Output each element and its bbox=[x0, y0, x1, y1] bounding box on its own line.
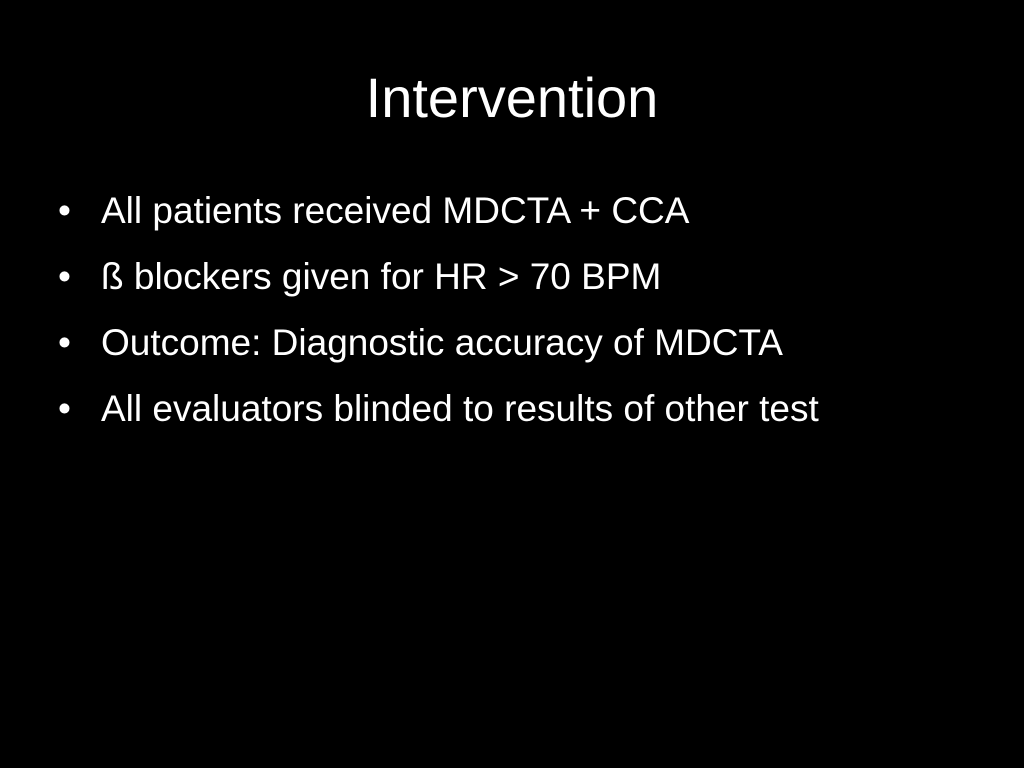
slide-title: Intervention bbox=[365, 66, 659, 129]
bullet-item bbox=[58, 185, 958, 237]
bullet-text: ß blockers given for HR > 70 BPM bbox=[101, 256, 662, 297]
bullet-text: Outcome: Diagnostic accuracy of MDCTA bbox=[101, 322, 783, 363]
bullet-icon: • bbox=[58, 388, 71, 429]
bullet-item bbox=[58, 317, 958, 369]
bullet-text: All evaluators blinded to results of other test bbox=[101, 388, 819, 429]
bullet-icon: • bbox=[58, 256, 71, 297]
bullet-icon: • bbox=[58, 322, 71, 363]
bullet-icon: • bbox=[58, 190, 71, 231]
bullet-list bbox=[58, 185, 958, 449]
bullet-item bbox=[58, 383, 958, 435]
bullet-item bbox=[58, 251, 958, 303]
bullet-text: All patients received MDCTA + CCA bbox=[101, 190, 690, 231]
